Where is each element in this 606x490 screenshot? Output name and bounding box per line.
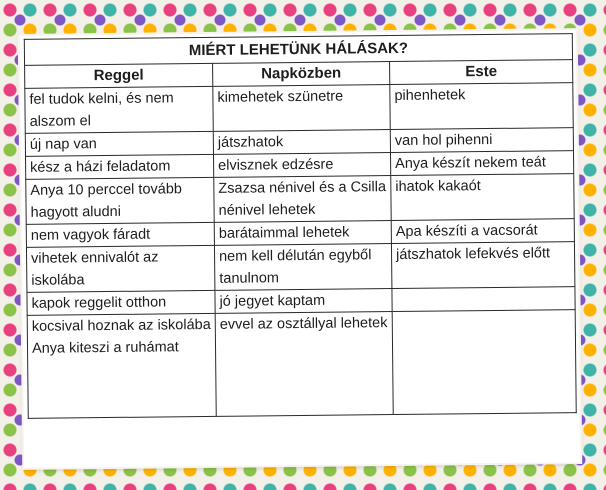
table-cell: játszhatok lefekvés előtt xyxy=(391,242,574,289)
table-cell: kész a házi feladatom xyxy=(26,154,214,179)
table-cell: nem kell délután egyből tanulnom xyxy=(214,244,391,291)
header-evening: Este xyxy=(390,60,573,85)
table-cell: kimehetek szünetre xyxy=(213,85,390,132)
table-cell xyxy=(27,313,216,418)
table-cell: játszhatok xyxy=(213,130,390,155)
header-daytime: Napközben xyxy=(213,62,390,87)
gratitude-table xyxy=(24,33,577,419)
table-title: MIÉRT LEHETÜNK HÁLÁSAK? xyxy=(24,34,572,66)
table-row xyxy=(26,242,574,293)
cell-line: kocsival hoznak az iskolába xyxy=(31,316,211,335)
cell-line: Anya kiteszi a ruhámat xyxy=(31,339,179,357)
header-morning: Reggel xyxy=(25,63,213,88)
table-cell: ihatok kakaót xyxy=(391,174,574,221)
table-cell: vihetek ennivalót az iskolába xyxy=(26,245,214,292)
table-cell: Anya 10 perccel tovább hagyott aludni xyxy=(26,177,214,224)
table-cell: elvisznek edzésre xyxy=(214,153,391,178)
table-cell: Apa készíti a vacsorát xyxy=(391,219,574,244)
table-cell: van hol pihenni xyxy=(390,128,573,153)
table-cell: jó jegyet kaptam xyxy=(215,289,392,314)
table-cell: evvel az osztállyal lehetek xyxy=(215,312,393,417)
table-cell: Zsazsa nénivel és a Csilla nénivel lehetek xyxy=(214,176,391,223)
table-cell xyxy=(392,310,576,415)
table-cell xyxy=(392,287,575,312)
table-cell: nem vagyok fáradt xyxy=(26,222,214,247)
table-cell: új nap van xyxy=(25,131,213,156)
table-row xyxy=(26,174,574,225)
table-cell: barátaimmal lehetek xyxy=(214,221,391,246)
table-cell: pihenhetek xyxy=(390,83,573,130)
table-cell: Anya készít nekem teát xyxy=(390,151,573,176)
gratitude-poster xyxy=(20,30,580,468)
table-cell: kapok reggelit otthon xyxy=(27,290,215,315)
table-row xyxy=(25,83,573,134)
table-cell: fel tudok kelni, és nem alszom el xyxy=(25,86,213,133)
table-row xyxy=(27,310,576,419)
